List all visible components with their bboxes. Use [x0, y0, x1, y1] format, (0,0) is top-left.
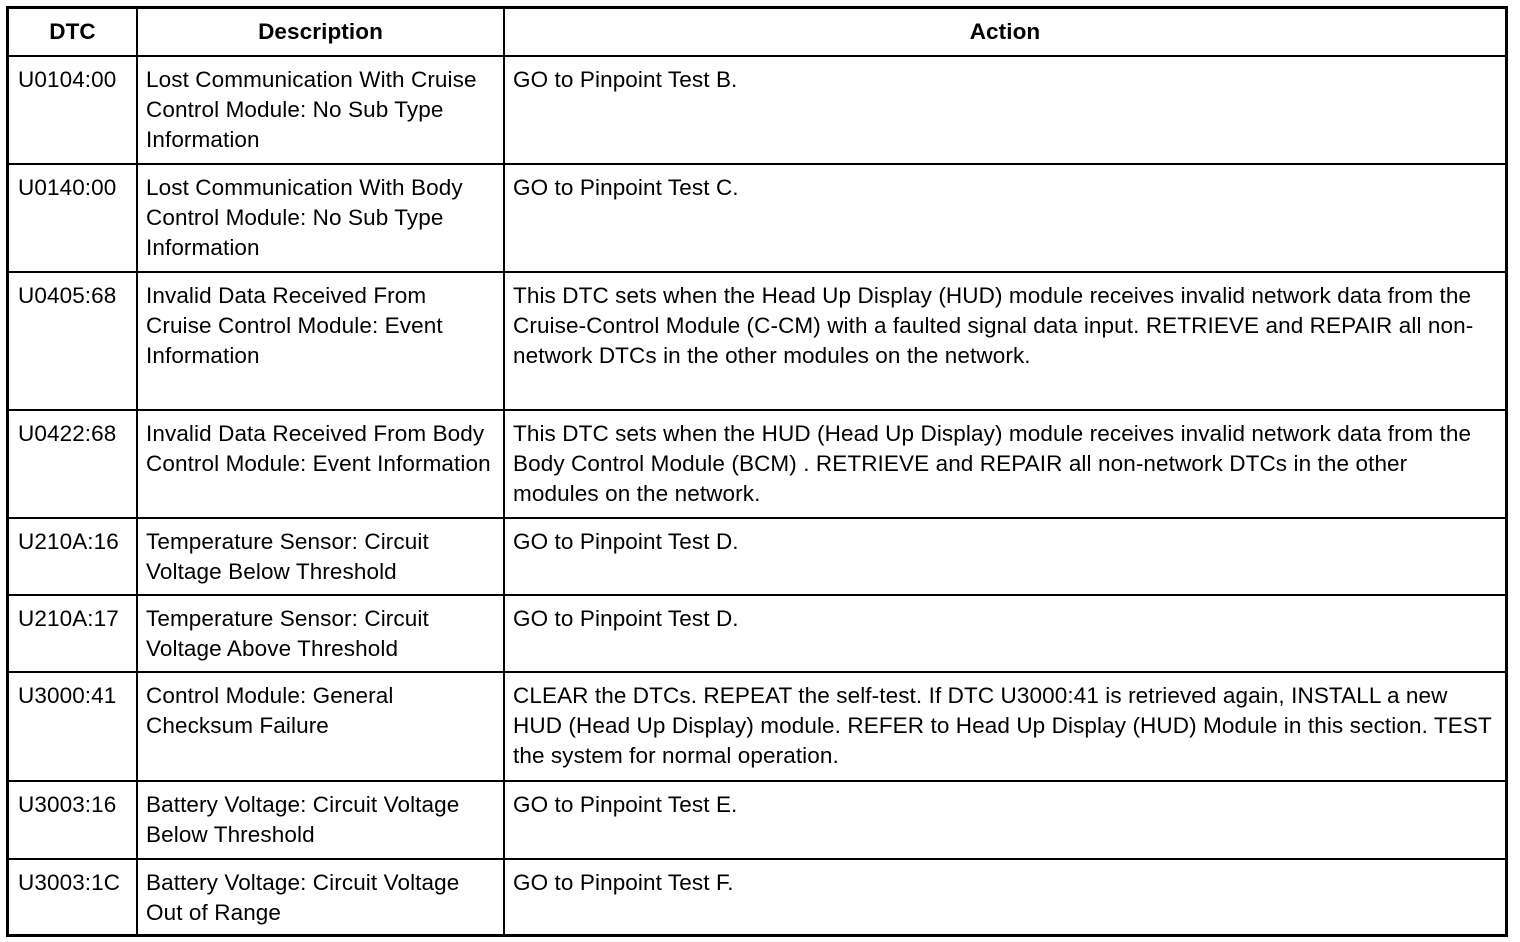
table-row — [9, 595, 1505, 672]
table-row — [9, 518, 1505, 595]
action-cell: This DTC sets when the Head Up Display (HUD) module receives invalid network data from the Cruise-Control Module (C-CM) with a faulted signal data input. RETRIEVE and REPAIR all non-network DTCs in the other modules on the network. — [504, 272, 1505, 410]
table-row — [9, 272, 1505, 410]
dtc-code-cell: U0422:68 — [9, 410, 137, 518]
action-cell: GO to Pinpoint Test E. — [504, 781, 1505, 859]
dtc-code-cell: U3003:16 — [9, 781, 137, 859]
action-cell: GO to Pinpoint Test B. — [504, 56, 1505, 164]
action-cell: This DTC sets when the HUD (Head Up Display) module receives invalid network data from the Body Control Module (BCM) . RETRIEVE and REPAIR all non-network DTCs in the other modules on the network. — [504, 410, 1505, 518]
action-cell: GO to Pinpoint Test D. — [504, 595, 1505, 672]
dtc-table-frame — [6, 6, 1508, 937]
header-action: Action — [504, 9, 1505, 56]
dtc-code-cell: U3003:1C — [9, 859, 137, 937]
dtc-code-cell: U0104:00 — [9, 56, 137, 164]
table-row — [9, 859, 1505, 937]
action-cell: CLEAR the DTCs. REPEAT the self-test. If DTC U3000:41 is retrieved again, INSTALL a new HUD (Head Up Display) module. REFER to Head Up Display (HUD) Module in this section. TEST the system for normal operation. — [504, 672, 1505, 781]
header-dtc: DTC — [9, 9, 137, 56]
description-cell: Invalid Data Received From Body Control Module: Event Information — [137, 410, 504, 518]
table-row — [9, 56, 1505, 164]
action-cell: GO to Pinpoint Test F. — [504, 859, 1505, 937]
description-cell: Battery Voltage: Circuit Voltage Out of Range — [137, 859, 504, 937]
table-row — [9, 781, 1505, 859]
description-cell: Temperature Sensor: Circuit Voltage Above Threshold — [137, 595, 504, 672]
action-cell: GO to Pinpoint Test C. — [504, 164, 1505, 272]
description-cell: Temperature Sensor: Circuit Voltage Below Threshold — [137, 518, 504, 595]
description-cell: Control Module: General Checksum Failure — [137, 672, 504, 781]
dtc-code-cell: U3000:41 — [9, 672, 137, 781]
table-header-row — [9, 9, 1505, 56]
table-row — [9, 164, 1505, 272]
description-cell: Lost Communication With Cruise Control Module: No Sub Type Information — [137, 56, 504, 164]
dtc-table — [9, 9, 1505, 937]
dtc-code-cell: U0140:00 — [9, 164, 137, 272]
description-cell: Lost Communication With Body Control Module: No Sub Type Information — [137, 164, 504, 272]
table-row — [9, 410, 1505, 518]
header-description: Description — [137, 9, 504, 56]
table-row — [9, 672, 1505, 781]
action-cell: GO to Pinpoint Test D. — [504, 518, 1505, 595]
dtc-code-cell: U0405:68 — [9, 272, 137, 410]
description-cell: Invalid Data Received From Cruise Control Module: Event Information — [137, 272, 504, 410]
dtc-code-cell: U210A:17 — [9, 595, 137, 672]
dtc-code-cell: U210A:16 — [9, 518, 137, 595]
description-cell: Battery Voltage: Circuit Voltage Below Threshold — [137, 781, 504, 859]
